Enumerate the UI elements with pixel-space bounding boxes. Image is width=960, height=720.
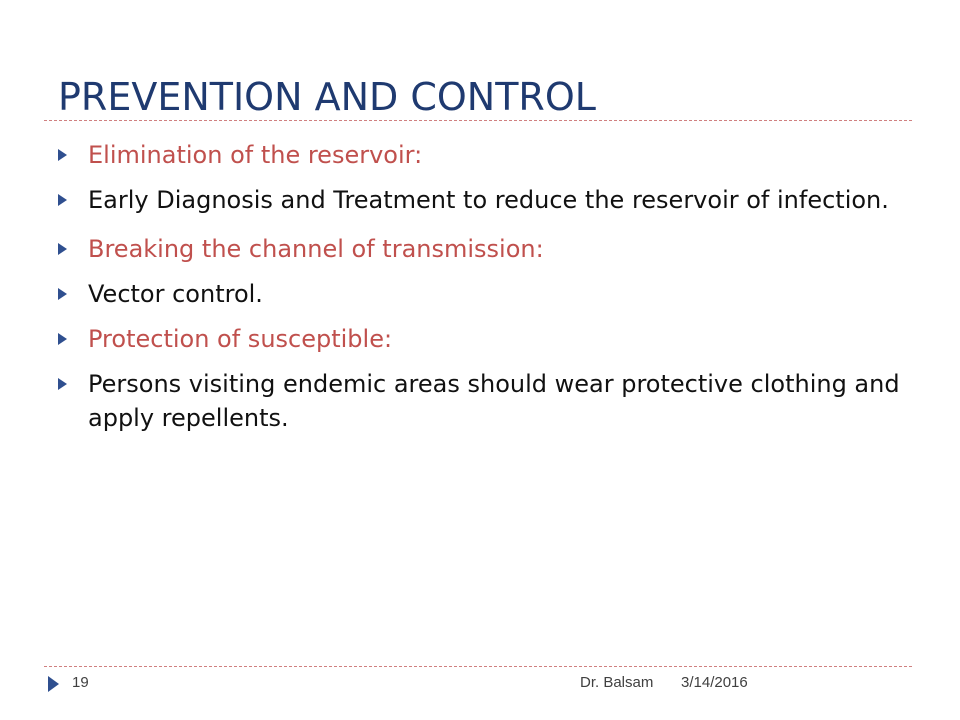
bullet-item bbox=[58, 183, 908, 217]
bullet-text: Breaking the channel of transmission: bbox=[88, 235, 544, 263]
bullet-item bbox=[58, 322, 908, 356]
title-divider bbox=[44, 120, 912, 121]
bullet-text: Protection of susceptible: bbox=[88, 325, 393, 353]
bullet-text: Vector control. bbox=[88, 280, 263, 308]
bullet-item bbox=[58, 138, 908, 172]
slide-title: PREVENTION AND CONTROL bbox=[58, 75, 596, 119]
footer-author: Dr. Balsam bbox=[580, 674, 654, 691]
triangle-right-icon bbox=[58, 149, 67, 161]
triangle-right-icon bbox=[58, 378, 67, 390]
triangle-right-icon bbox=[58, 333, 67, 345]
footer-divider bbox=[44, 666, 912, 667]
triangle-right-icon bbox=[48, 676, 59, 692]
footer-date: 3/14/2016 bbox=[681, 674, 748, 691]
slide-footer bbox=[44, 672, 912, 696]
bullet-text: Persons visiting endemic areas should wear protective clothing and apply repellents. bbox=[88, 370, 900, 432]
bullet-item bbox=[58, 232, 908, 266]
bullet-item bbox=[58, 367, 908, 435]
triangle-right-icon bbox=[58, 243, 67, 255]
bullet-text: Elimination of the reservoir: bbox=[88, 141, 423, 169]
triangle-right-icon bbox=[58, 288, 67, 300]
bullet-text: Early Diagnosis and Treatment to reduce the reservoir of infection. bbox=[88, 186, 889, 214]
page-number: 19 bbox=[72, 674, 89, 691]
bullet-list bbox=[58, 138, 908, 435]
triangle-right-icon bbox=[58, 194, 67, 206]
bullet-item bbox=[58, 277, 908, 311]
